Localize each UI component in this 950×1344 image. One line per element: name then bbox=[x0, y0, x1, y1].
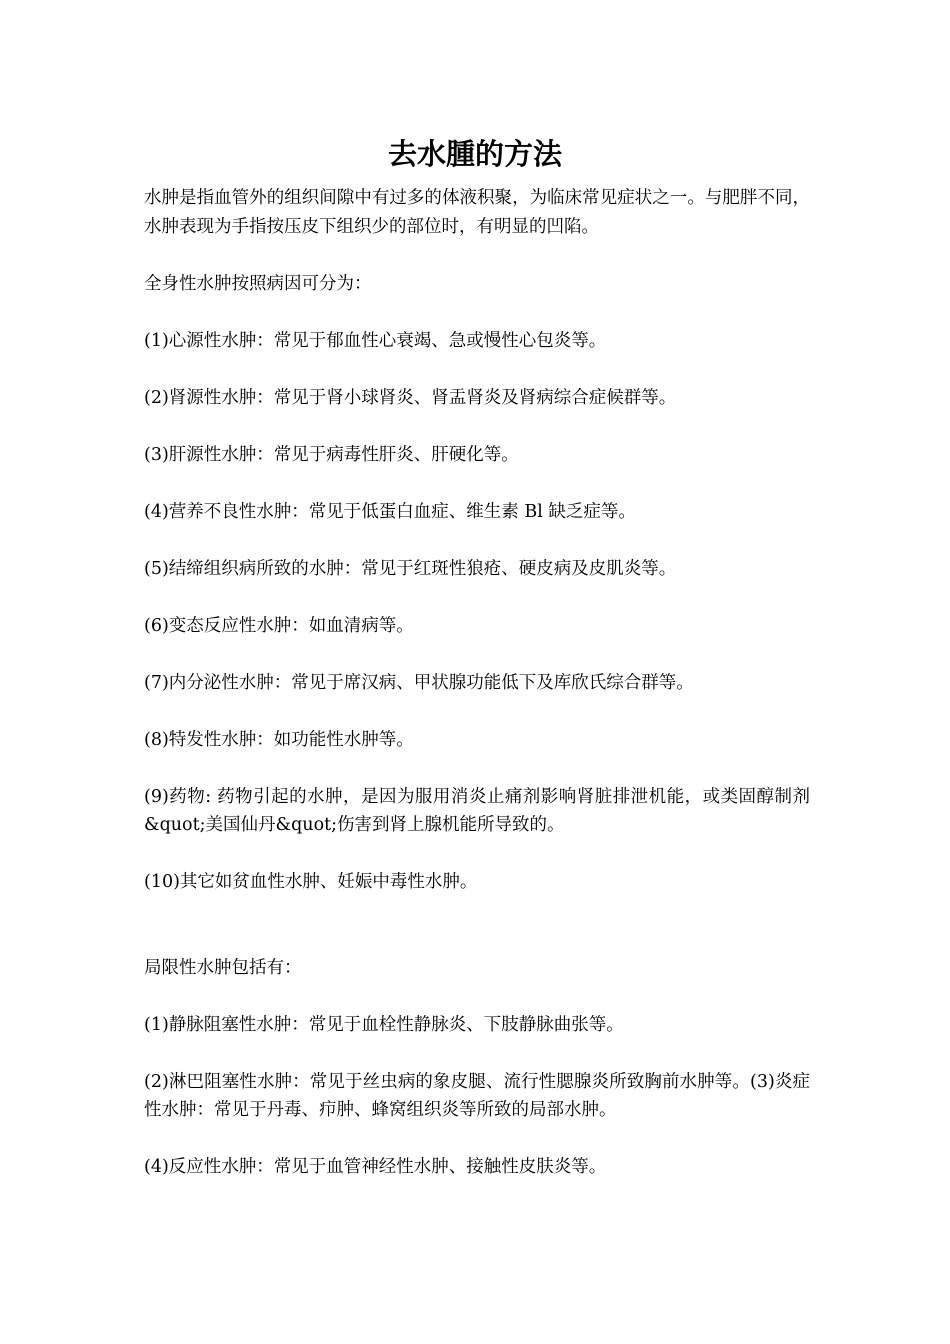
paragraph-item: (4)反应性水肿：常见于血管神经性水肿、接触性皮肤炎等。 bbox=[144, 1157, 607, 1177]
document-body bbox=[144, 184, 810, 1210]
paragraph-item: (4)营养不良性水肿：常见于低蛋白血症、维生素 Bl 缺乏症等。 bbox=[144, 501, 636, 522]
paragraph-item: (2)淋巴阻塞性水肿：常见于丝虫病的象皮腿、流行性腮腺炎所致胸前水肿等。(3)炎症性水肿：常见于丹毒、疖肿、蜂窝组织炎等所致的局部水肿。 bbox=[144, 1071, 810, 1120]
paragraph-item: (8)特发性水肿：如功能性水肿等。 bbox=[144, 729, 414, 750]
document-title: 去水腫的方法 bbox=[387, 137, 562, 171]
paragraph-item: (7)内分泌性水肿：常见于席汉病、甲状腺功能低下及库欣氏综合群等。 bbox=[144, 672, 694, 693]
paragraph-item: (6)变态反应性水肿：如血清病等。 bbox=[144, 615, 414, 636]
paragraph-item: (1)心源性水肿：常见于郁血性心衰竭、急或慢性心包炎等。 bbox=[144, 330, 607, 351]
paragraph-local-heading: 局限性水肿包括有： bbox=[144, 957, 302, 978]
paragraph-item: (3)肝源性水肿：常见于病毒性肝炎、肝硬化等。 bbox=[144, 444, 519, 465]
paragraph-item: (2)肾源性水肿：常见于肾小球肾炎、肾盂肾炎及肾病综合症候群等。 bbox=[144, 387, 677, 408]
paragraph-item: (5)结缔组织病所致的水肿：常见于红斑性狼疮、硬皮病及皮肌炎等。 bbox=[144, 558, 677, 579]
paragraph-item: (1)静脉阻塞性水肿：常见于血栓性静脉炎、下肢静脉曲张等。 bbox=[144, 1014, 624, 1035]
paragraph-systemic-heading: 全身性水肿按照病因可分为： bbox=[144, 273, 372, 294]
paragraph-item: (10)其它如贫血性水肿、妊娠中毒性水肿。 bbox=[144, 872, 478, 892]
paragraph-item: (9)药物: 药物引起的水肿，是因为服用消炎止痛剂影响肾脏排泄机能，或类固醇制剂&quot;美国仙丹&quot;伤害到肾上腺机能所导致的。 bbox=[144, 786, 810, 835]
paragraph-intro: 水肿是指血管外的组织间隙中有过多的体液积聚，为临床常见症状之一。与肥胖不同，水肿表现为手指按压皮下组织少的部位时，有明显的凹陷。 bbox=[144, 188, 810, 237]
